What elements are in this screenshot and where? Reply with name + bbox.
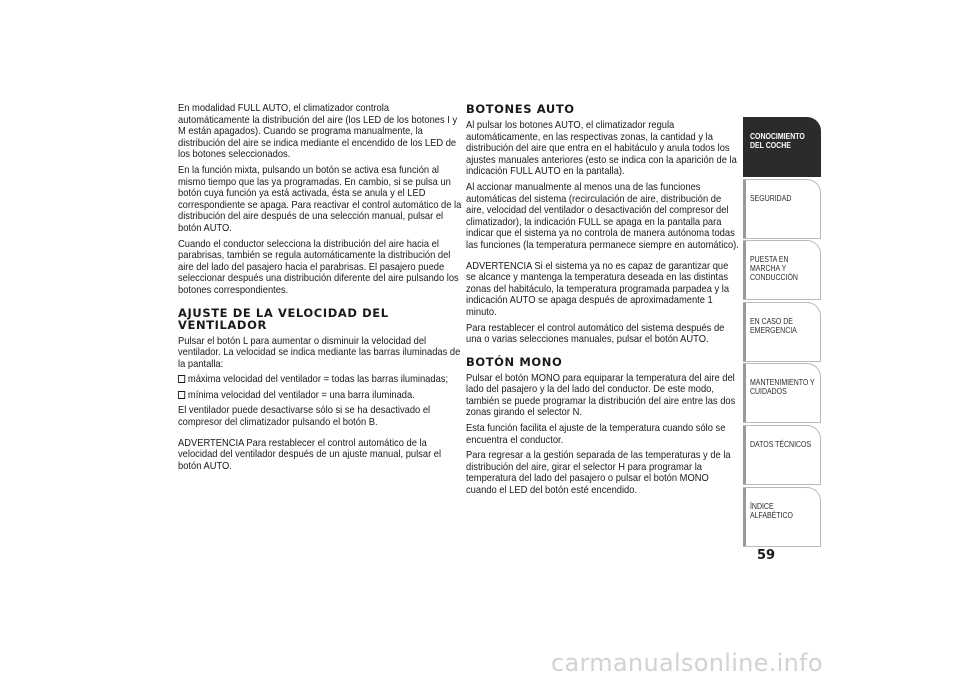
- left-column: [178, 103, 462, 476]
- tab-indice-alfabetico[interactable]: ÍNDICE ALFABÉTICO: [743, 487, 821, 547]
- warning-paragraph: ADVERTENCIA Para restablecer el control automático de la velocidad del ventilador después de un ajuste manual, pulsar el botón AUTO.: [178, 437, 442, 472]
- checkbox-bullet-icon: [178, 391, 185, 399]
- bullet-text: máxima velocidad del ventilador = todas las barras iluminadas;: [187, 374, 449, 386]
- tab-seguridad[interactable]: SEGURIDAD: [743, 179, 821, 239]
- paragraph: Pulsar el botón MONO para equiparar la temperatura del aire del lado del pasajero y la del lado del conductor. De este modo, también se puede programar la distribución del aire entre las dos zonas girando el selector N.: [466, 372, 736, 419]
- paragraph: Para restablecer el control automático del sistema después de una o varias selecciones manuales, pulsar el botón AUTO.: [466, 322, 725, 346]
- paragraph: En la función mixta, pulsando un botón se activa esa función al mismo tiempo que las ya programadas. En cambio, si se pulsa un botón cuya función ya está activada, ésta se anula y el LED correspondiente se apaga. Para reactivar el control automático de la distribución del aire después de una selección manual, pulsar el botón AUTO.: [178, 164, 462, 234]
- chapter-tabs: [743, 117, 821, 548]
- paragraph: Para regresar a la gestión separada de las temperaturas y de la distribución del aire, girar el selector H para programar la temperatura del lado del pasajero o pulsar el botón MONO cuando el LED del botón esté encendido.: [466, 450, 731, 497]
- watermark: carmanualsonline.info: [551, 649, 823, 677]
- page-number: 59: [757, 548, 776, 563]
- paragraph: Cuando el conductor selecciona la distribución del aire hacia el parabrisas, también se regula automáticamente la distribución del aire del lado del pasajero hacia el parabrisas. El pasajero puede seleccionar después una distribución diferente del aire pulsando los botones correspondientes.: [178, 238, 459, 296]
- bullet-text: mínima velocidad del ventilador = una barra iluminada.: [187, 389, 415, 401]
- tab-en-caso-de-emergencia[interactable]: EN CASO DE EMERGENCIA: [743, 302, 821, 362]
- section-heading-fan-speed: AJUSTE DE LA VELOCIDAD DEL VENTILADOR: [178, 305, 389, 332]
- tab-mantenimiento[interactable]: MANTENIMIENTO Y CUIDADOS: [743, 363, 821, 423]
- tab-puesta-en-marcha[interactable]: PUESTA EN MARCHA Y CONDUCCIÓN: [743, 240, 821, 300]
- paragraph: Esta función facilita el ajuste de la temperatura cuando sólo se encuentra el conductor.: [466, 423, 726, 446]
- paragraph: Al pulsar los botones AUTO, el climatizador regula automáticamente, en las respectivas zonas, la cantidad y la distribución del aire que entra en el habitáculo y anula todos los ajustes manuales anteriores (esto se indica con la aparición de la indicación FULL AUTO en la pantalla).: [466, 120, 737, 178]
- bullet-item: [178, 374, 462, 386]
- bullet-item: [178, 390, 462, 402]
- paragraph: Pulsar el botón L para aumentar o disminuir la velocidad del ventilador. La velocidad se indica mediante las barras iluminadas de la pantalla:: [178, 335, 461, 370]
- checkbox-bullet-icon: [178, 375, 185, 383]
- paragraph: En modalidad FULL AUTO, el climatizador controla automáticamente la distribución del aire (los LED de los botones I y M están apagados). Cuando se programa manualmente, la distribución del aire se indica mediante el encendido de los LED de los botones seleccionados.: [178, 103, 458, 161]
- paragraph: El ventilador puede desactivarse sólo si se ha desactivado el compresor del climatizador pulsando el botón B.: [178, 405, 431, 429]
- tab-datos-tecnicos[interactable]: DATOS TÉCNICOS: [743, 425, 821, 485]
- warning-paragraph: ADVERTENCIA Si el sistema ya no es capaz de garantizar que se alcance y mantenga la temperatura deseada en las distintas zonas del habitáculo, la temperatura programada parpadea y la indicación AUTO se apaga después de aproximadamente 1 minuto.: [466, 260, 730, 318]
- section-heading-mono-button: BOTÓN MONO: [466, 354, 563, 369]
- right-column: [466, 103, 740, 501]
- paragraph: Al accionar manualmente al menos una de las funciones automáticas del sistema (recirculación de aire, distribución de aire, velocidad del ventilador o desactivación del compresor del climatizador), la indicación FULL se apaga en la pantalla para indicar que el sistema ya no controla de manera autónoma todas las funciones (la temperatura permanece siempre en automático).: [466, 181, 739, 251]
- section-heading-auto-buttons: BOTONES AUTO: [466, 102, 575, 116]
- tab-conocimiento-del-coche[interactable]: CONOCIMIENTO DEL COCHE: [743, 117, 821, 177]
